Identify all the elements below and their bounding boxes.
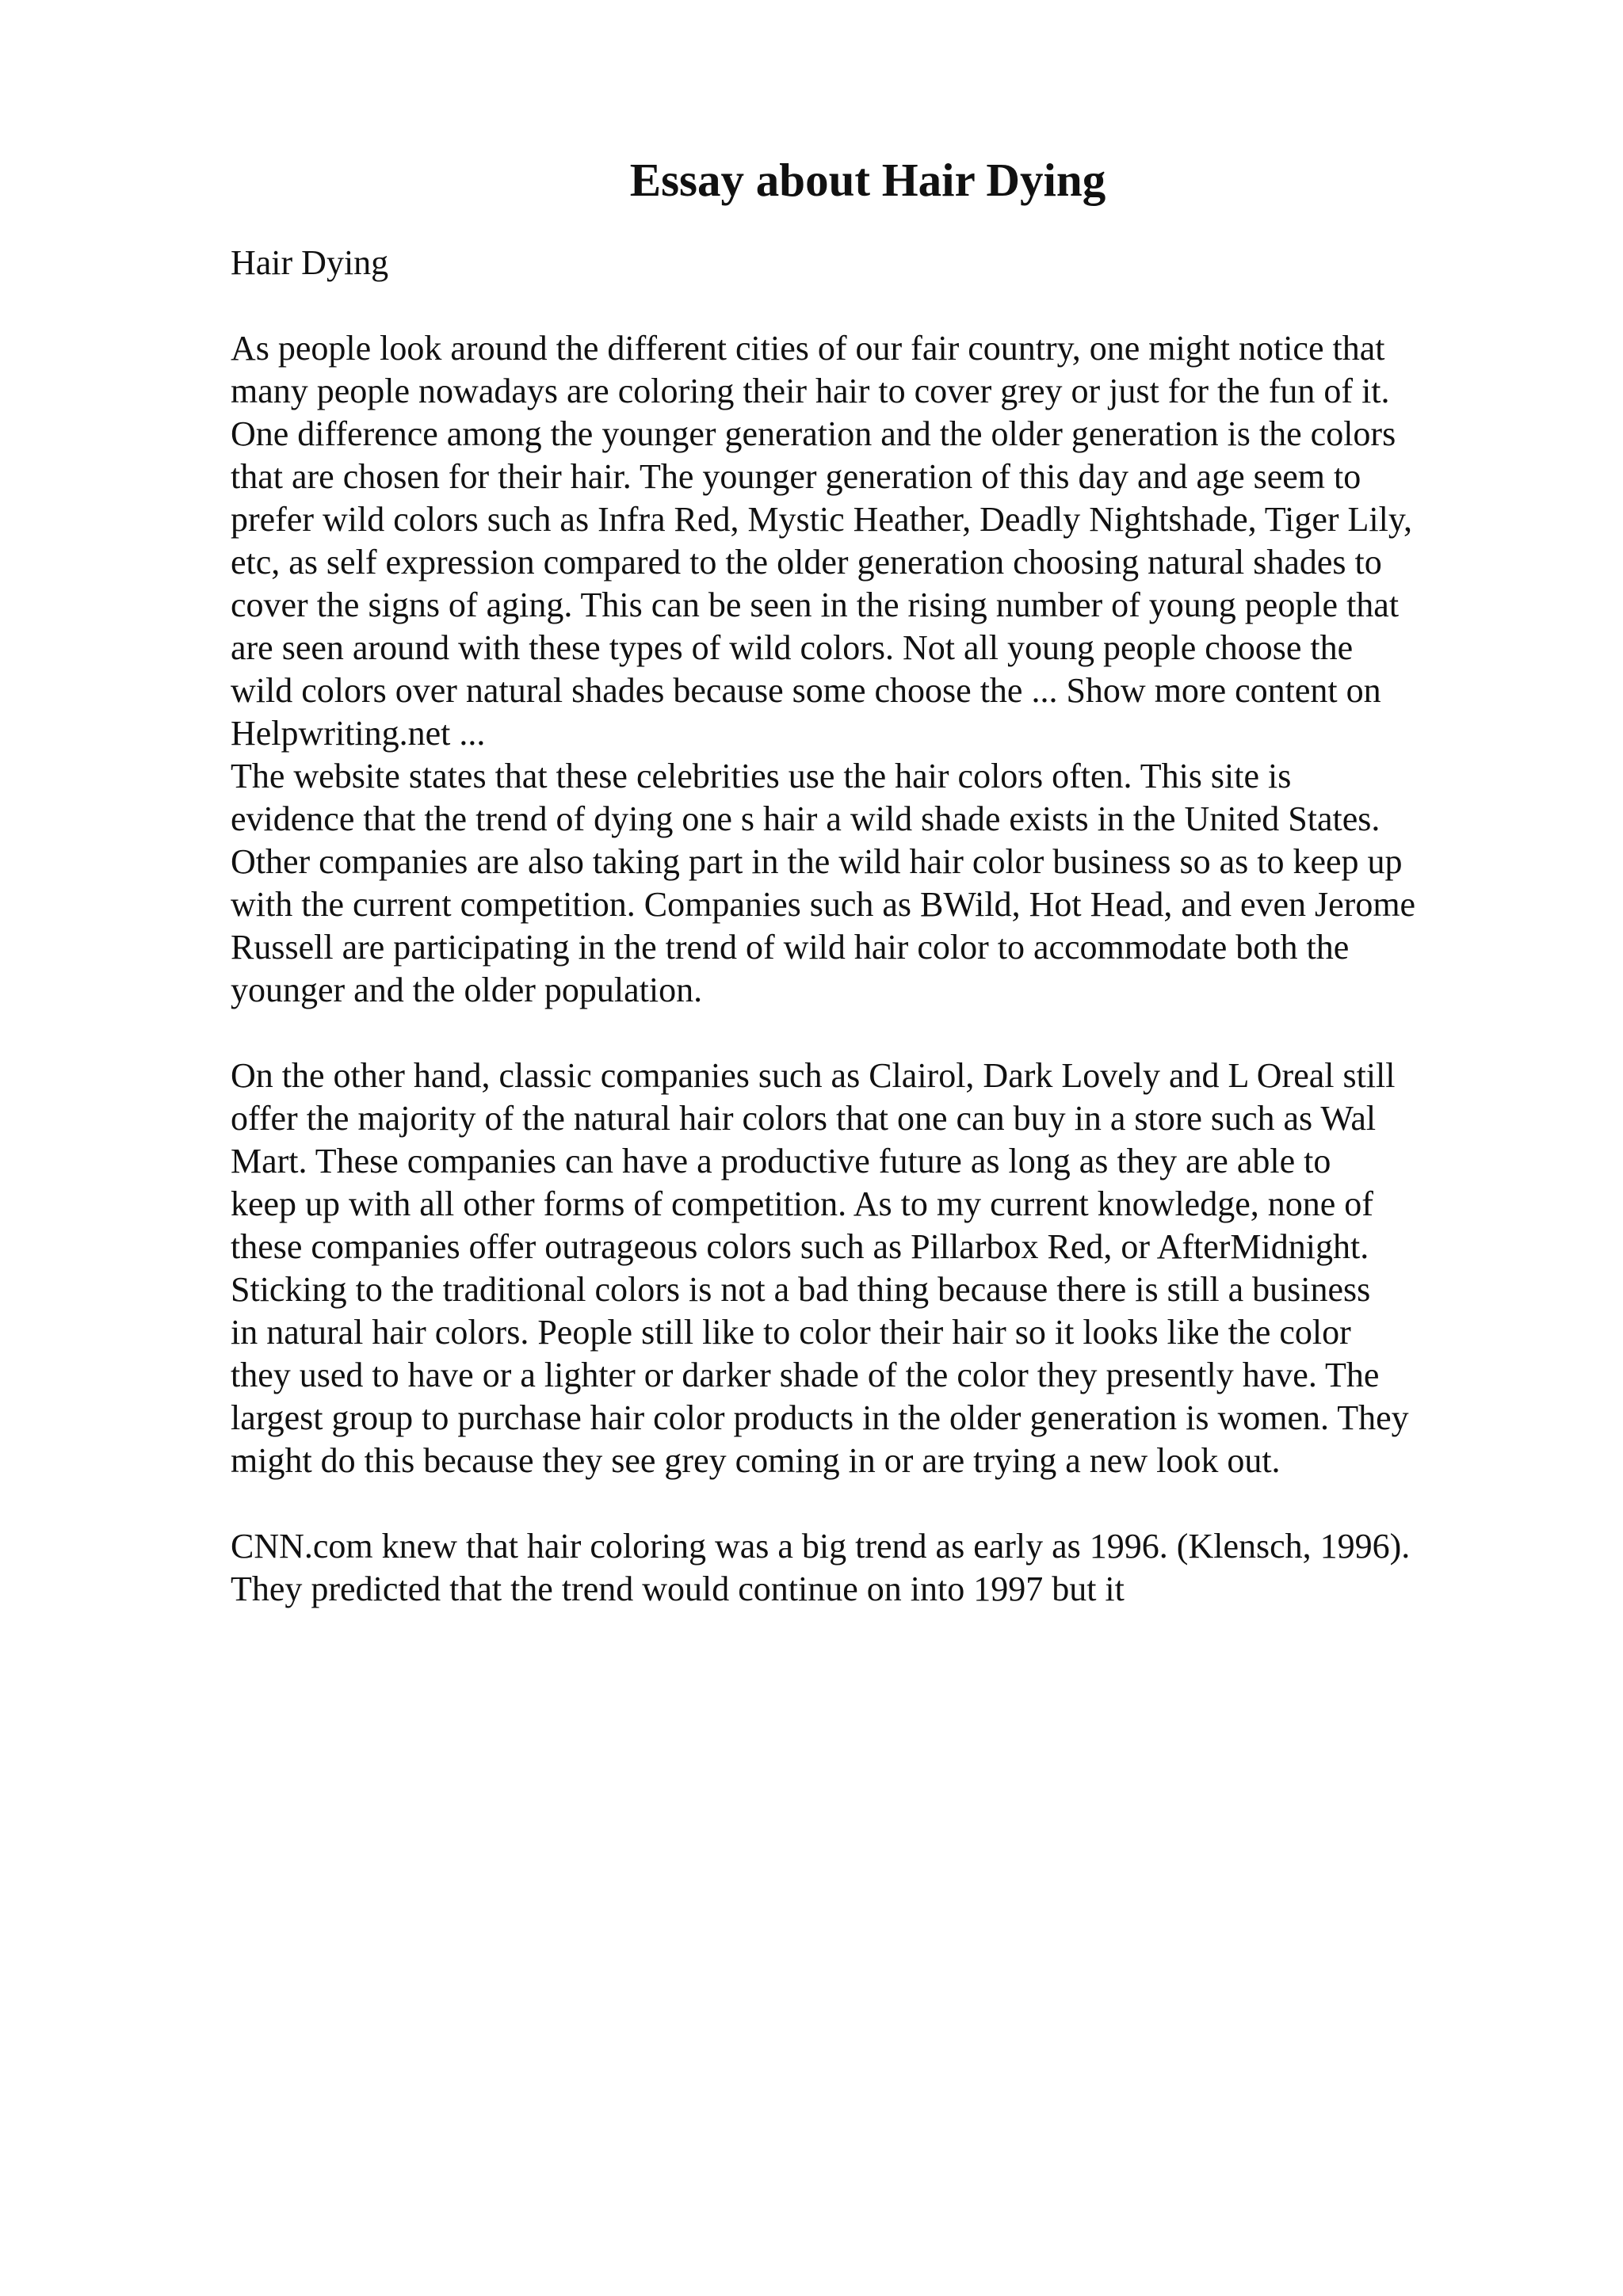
text-line: cover the signs of aging. This can be seen in the rising number of young people that (231, 585, 1400, 624)
text-line: Other companies are also taking part in the wild hair color business so as to keep up (231, 842, 1403, 881)
text-line: largest group to purchase hair color products in the older generation is women. They (231, 1398, 1409, 1437)
text-line: They predicted that the trend would continue on into 1997 but it (231, 1569, 1125, 1608)
text-line: they used to have or a lighter or darker shade of the color they presently have. The (231, 1356, 1380, 1394)
text-line: etc, as self expression compared to the older generation choosing natural shades to (231, 543, 1382, 582)
text-line: Helpwriting.net ... (231, 714, 486, 753)
text-line: evidence that the trend of dying one s hair a wild shade exists in the United States. (231, 799, 1381, 838)
text-line: The website states that these celebrities use the hair colors often. This site is (231, 757, 1292, 795)
text-line: wild colors over natural shades because some choose the ... Show more content on (231, 671, 1381, 710)
paragraph-4 (231, 1525, 1514, 1611)
text-line: with the current competition. Companies such as BWild, Hot Head, and even Jerome (231, 885, 1416, 924)
text-line: offer the majority of the natural hair colors that one can buy in a store such as Wal (231, 1099, 1377, 1138)
paragraph-spacer (231, 1012, 1514, 1055)
paragraph-2 (231, 755, 1514, 1012)
text-line: many people nowadays are coloring their hair to cover grey or just for the fun of it. (231, 372, 1390, 410)
document-body (231, 242, 1514, 1611)
paragraph-1 (231, 327, 1514, 755)
text-line: Sticking to the traditional colors is not a bad thing because there is still a business (231, 1270, 1371, 1309)
text-line: younger and the older population. (231, 971, 703, 1009)
text-line: CNN.com knew that hair coloring was a big trend as early as 1996. (Klensch, 1996). (231, 1527, 1411, 1566)
text-line: might do this because they see grey coming in or are trying a new look out. (231, 1441, 1281, 1480)
document-title: Essay about Hair Dying (629, 154, 1106, 206)
text-line: prefer wild colors such as Infra Red, Mystic Heather, Deadly Nightshade, Tiger Lily, (231, 500, 1413, 539)
text-line: Mart. These companies can have a productive future as long as they are able to (231, 1142, 1331, 1180)
text-line: As people look around the different cities of our fair country, one might notice that (231, 329, 1385, 368)
paragraph-3 (231, 1055, 1514, 1482)
document-subtitle: Hair Dying (231, 243, 389, 282)
text-line: in natural hair colors. People still like to color their hair so it looks like the color (231, 1313, 1351, 1352)
text-line: keep up with all other forms of competition. As to my current knowledge, none of (231, 1184, 1373, 1223)
text-line: On the other hand, classic companies such as Clairol, Dark Lovely and L Oreal still (231, 1056, 1396, 1095)
paragraph-spacer (231, 1482, 1514, 1525)
text-line: these companies offer outrageous colors such as Pillarbox Red, or AfterMidnight. (231, 1227, 1369, 1266)
text-line: Russell are participating in the trend of wild hair color to accommodate both the (231, 928, 1350, 967)
text-line: are seen around with these types of wild colors. Not all young people choose the (231, 628, 1354, 667)
text-line: One difference among the younger generation and the older generation is the colors (231, 414, 1396, 453)
text-line: that are chosen for their hair. The younger generation of this day and age seem to (231, 457, 1361, 496)
